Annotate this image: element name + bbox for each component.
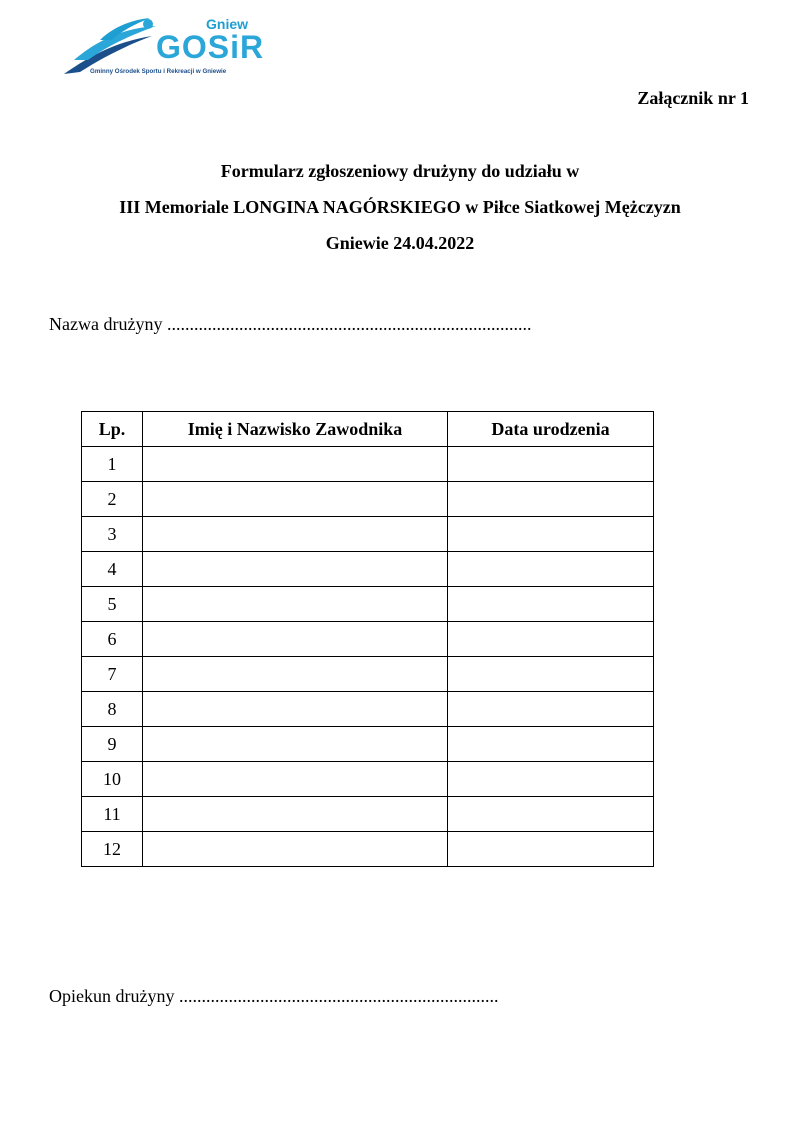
table-row — [82, 727, 654, 762]
lp-cell: 11 — [82, 797, 143, 832]
header-player-name: Imię i Nazwisko Zawodnika — [143, 412, 448, 447]
birth-date-cell[interactable] — [448, 832, 654, 867]
table-row — [82, 797, 654, 832]
player-name-cell[interactable] — [143, 657, 448, 692]
team-name-field[interactable]: Nazwa drużyny ................................................................................. — [49, 314, 532, 334]
annex-label: Załącznik nr 1 — [637, 88, 749, 108]
form-title — [0, 153, 800, 261]
table-row — [82, 692, 654, 727]
player-name-cell[interactable] — [143, 762, 448, 797]
player-name-cell[interactable] — [143, 832, 448, 867]
header-birth-date: Data urodzenia — [448, 412, 654, 447]
table-row — [82, 832, 654, 867]
birth-date-cell[interactable] — [448, 447, 654, 482]
header-lp: Lp. — [82, 412, 143, 447]
birth-date-cell[interactable] — [448, 482, 654, 517]
table-row — [82, 552, 654, 587]
player-name-cell[interactable] — [143, 552, 448, 587]
player-name-cell[interactable] — [143, 727, 448, 762]
birth-date-cell[interactable] — [448, 657, 654, 692]
lp-cell: 2 — [82, 482, 143, 517]
table-row — [82, 762, 654, 797]
lp-cell: 10 — [82, 762, 143, 797]
birth-date-cell[interactable] — [448, 692, 654, 727]
players-table — [81, 411, 654, 867]
lp-cell: 3 — [82, 517, 143, 552]
player-name-cell[interactable] — [143, 482, 448, 517]
title-line-3: Gniewie 24.04.2022 — [325, 233, 475, 253]
birth-date-cell[interactable] — [448, 762, 654, 797]
birth-date-cell[interactable] — [448, 517, 654, 552]
birth-date-cell[interactable] — [448, 797, 654, 832]
logo-town-text: Gniew — [206, 16, 249, 32]
table-row — [82, 622, 654, 657]
title-line-2: III Memoriale LONGINA NAGÓRSKIEGO w Piłce Siatkowej Mężczyzn — [119, 197, 681, 217]
title-line-1: Formularz zgłoszeniowy drużyny do udziału w — [220, 161, 580, 181]
lp-cell: 8 — [82, 692, 143, 727]
table-row — [82, 517, 654, 552]
birth-date-cell[interactable] — [448, 552, 654, 587]
table-header-row — [82, 412, 654, 447]
logo-name-text: GOSiR — [156, 29, 265, 65]
table-row — [82, 587, 654, 622]
table-row — [82, 657, 654, 692]
lp-cell: 4 — [82, 552, 143, 587]
birth-date-cell[interactable] — [448, 622, 654, 657]
player-name-cell[interactable] — [143, 692, 448, 727]
lp-cell: 6 — [82, 622, 143, 657]
lp-cell: 7 — [82, 657, 143, 692]
player-name-cell[interactable] — [143, 447, 448, 482]
player-name-cell[interactable] — [143, 797, 448, 832]
lp-cell: 1 — [82, 447, 143, 482]
birth-date-cell[interactable] — [448, 587, 654, 622]
coach-field[interactable]: Opiekun drużyny ....................................................................... — [49, 986, 499, 1006]
lp-cell: 5 — [82, 587, 143, 622]
lp-cell: 12 — [82, 832, 143, 867]
gosir-logo — [60, 14, 265, 80]
player-name-cell[interactable] — [143, 517, 448, 552]
lp-cell: 9 — [82, 727, 143, 762]
player-name-cell[interactable] — [143, 622, 448, 657]
logo-tagline: Gminny Ośrodek Sportu i Rekreacji w Gniewie — [90, 68, 227, 75]
player-name-cell[interactable] — [143, 587, 448, 622]
table-row — [82, 482, 654, 517]
birth-date-cell[interactable] — [448, 727, 654, 762]
table-row — [82, 447, 654, 482]
